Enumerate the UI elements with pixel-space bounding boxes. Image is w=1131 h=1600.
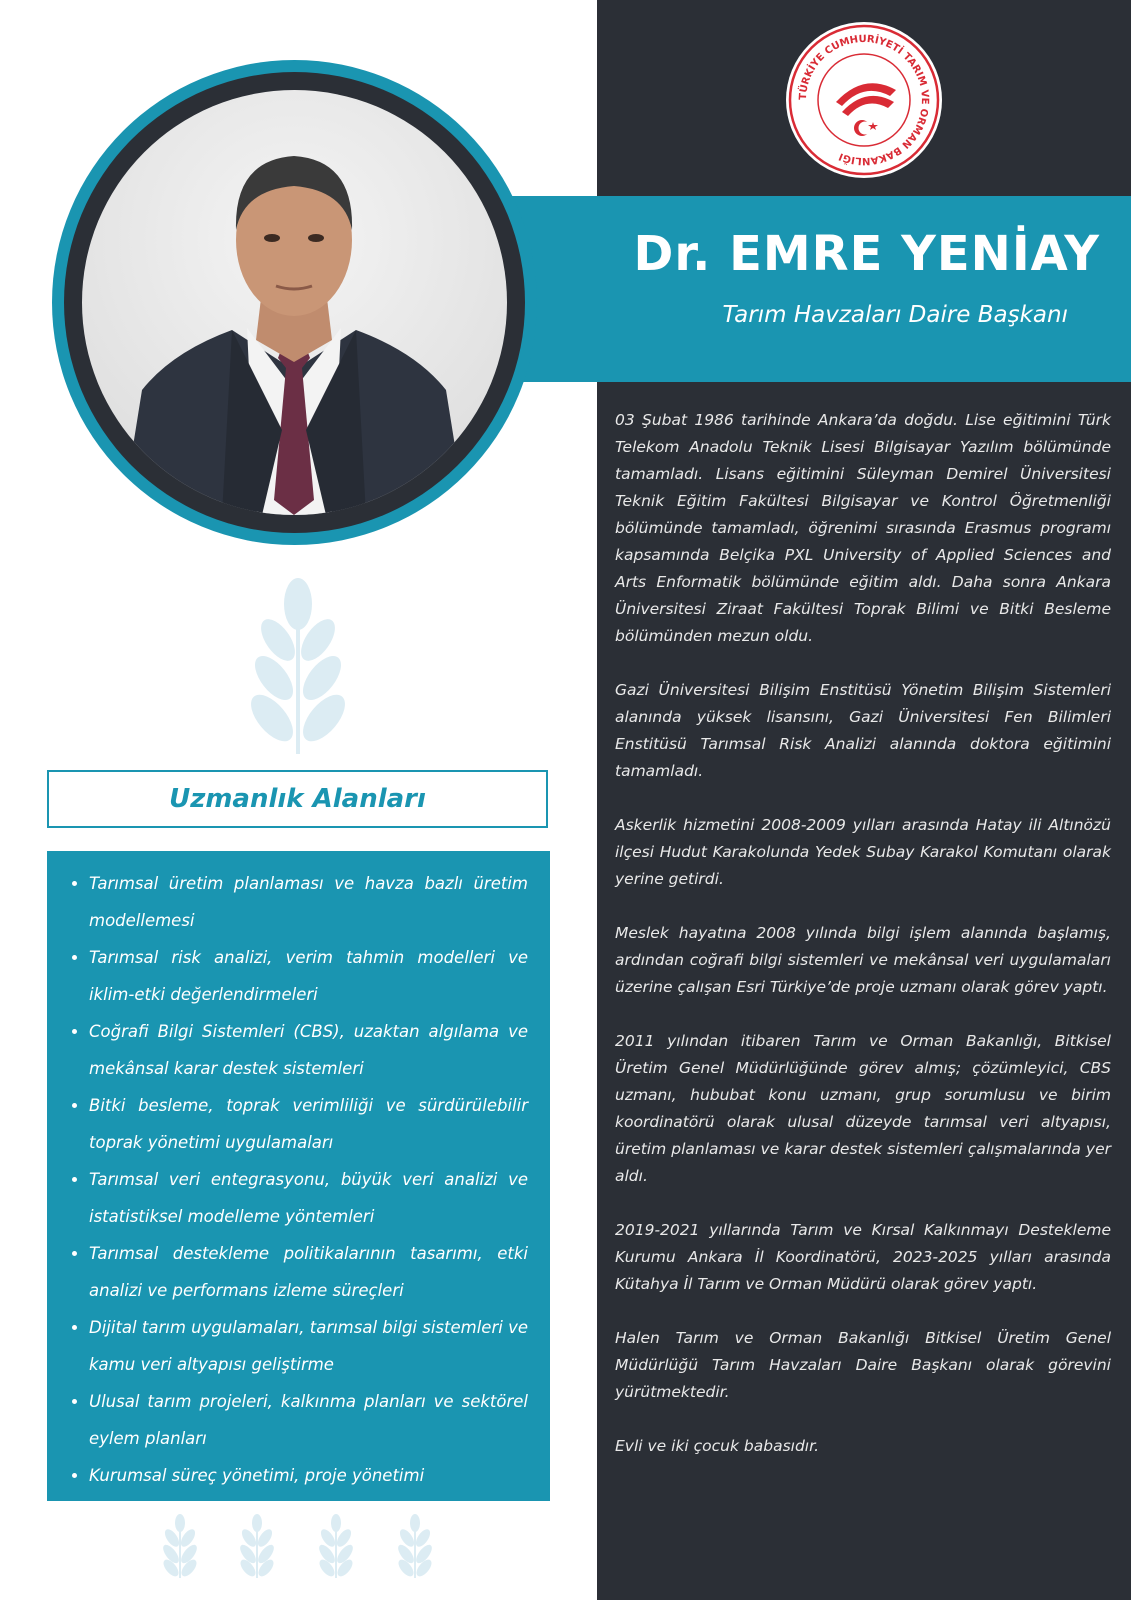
expertise-item: • Tarımsal destekleme politikalarının tasarımı, etki analizi ve performans izleme süreçleri: [89, 1235, 528, 1309]
bio-paragraph: 03 Şubat 1986 tarihinde Ankara’da doğdu. Lise eğitimini Türk Telekom Anadolu Teknik Lisesi Bilgisayar Yazılım bölümünde tamamladı. Lisans eğitimini Süleyman Demirel Üniversitesi Teknik Eğitim Fakültesi Bilgisayar ve Kontrol Öğretmenliği bölümünde tamamladı, öğrenimi sırasında Erasmus programı kapsamında Belçika PXL University of Applied Sciences and Arts Enformatik bölümünde eğitim aldı. Daha sonra Ankara Üniversitesi Ziraat Fakültesi Toprak Bilimi ve Bitki Besleme bölümünden mezun oldu.: [615, 411, 1111, 645]
expertise-item: • Kurumsal süreç yönetimi, proje yönetimi: [89, 1457, 528, 1494]
bio-paragraph: Meslek hayatına 2008 yılında bilgi işlem alanında başlamış, ardından coğrafi bilgi sistemleri ve mekânsal veri uygulamaları üzerine çalışan Esri Türkiye’de proje uzmanı olarak görev yaptı.: [615, 924, 1111, 996]
bio-paragraph: 2019-2021 yıllarında Tarım ve Kırsal Kalkınmayı Destekleme Kurumu Ankara İl Koordinatörü, 2023-2025 yılları arasında Kütahya İl Tarım ve Orman Müdürü olarak görev yaptı.: [615, 1221, 1111, 1293]
expertise-list-box: [47, 851, 550, 1501]
svg-text:TÜRKİYE CUMHURİYETİ TARIM VE O: TÜRKİYE CUMHURİYETİ TARIM VE ORMAN BAKANLIĞI: [797, 33, 931, 167]
expertise-item: • Ulusal tarım projeleri, kalkınma planları ve sektörel eylem planları: [89, 1383, 528, 1457]
bio-paragraph: 2011 yılından itibaren Tarım ve Orman Bakanlığı, Bitkisel Üretim Genel Müdürlüğünde görev almış; çözümleyici, CBS uzmanı, hububat konu uzmanı, grup sorumlusu ve birim koordinatörü olarak ulusal düzeyde tarımsal veri altyapısı, üretim planlaması ve karar destek sistemleri çalışmalarında yer aldı.: [615, 1032, 1111, 1185]
expertise-item: • Coğrafi Bilgi Sistemleri (CBS), uzaktan algılama ve mekânsal karar destek sistemleri: [89, 1013, 528, 1087]
portrait-illustration: [82, 90, 507, 515]
bio-paragraph: Gazi Üniversitesi Bilişim Enstitüsü Yönetim Bilişim Sistemleri alanında yüksek lisansını, Gazi Üniversitesi Fen Bilimleri Enstitüsü Tarımsal Risk Analizi alanında doktora eğitimini tamamladı.: [615, 681, 1111, 780]
person-name: Dr. EMRE YENİAY: [633, 226, 1100, 282]
expertise-item: • Dijital tarım uygulamaları, tarımsal bilgi sistemleri ve kamu veri altyapısı geliştirme: [89, 1309, 528, 1383]
wheat-icon: [396, 1514, 434, 1578]
expertise-item: • Tarımsal üretim planlaması ve havza bazlı üretim modellemesi: [89, 865, 528, 939]
bio-paragraph: Askerlik hizmetini 2008-2009 yılları arasında Hatay ili Altınözü ilçesi Hudut Karakolunda Yedek Subay Karakol Komutanı olarak yerine getirdi.: [615, 816, 1111, 888]
biography: [615, 407, 1111, 1460]
expertise-title-box: [47, 770, 548, 828]
wheat-icon: [317, 1514, 355, 1578]
wheat-icon: [245, 578, 351, 754]
expertise-list: [69, 865, 528, 1494]
wheat-icon: [238, 1514, 276, 1578]
wheat-icon: [161, 1514, 199, 1578]
expertise-item: • Tarımsal veri entegrasyonu, büyük veri analizi ve istatistiksel modelleme yöntemleri: [89, 1161, 528, 1235]
portrait-photo: [82, 90, 507, 515]
expertise-title: Uzmanlık Alanları: [169, 784, 426, 814]
bio-paragraph: Halen Tarım ve Orman Bakanlığı Bitkisel Üretim Genel Müdürlüğü Tarım Havzaları Daire Başkanı olarak görevini yürütmektedir.: [615, 1329, 1111, 1401]
bio-paragraph: Evli ve iki çocuk babasıdır.: [615, 1437, 819, 1455]
ministry-seal-logo: [784, 20, 944, 180]
person-position: Tarım Havzaları Daire Başkanı: [722, 302, 1068, 328]
expertise-item: • Tarımsal risk analizi, verim tahmin modelleri ve iklim-etki değerlendirmeleri: [89, 939, 528, 1013]
expertise-item: • Bitki besleme, toprak verimliliği ve sürdürülebilir toprak yönetimi uygulamaları: [89, 1087, 528, 1161]
